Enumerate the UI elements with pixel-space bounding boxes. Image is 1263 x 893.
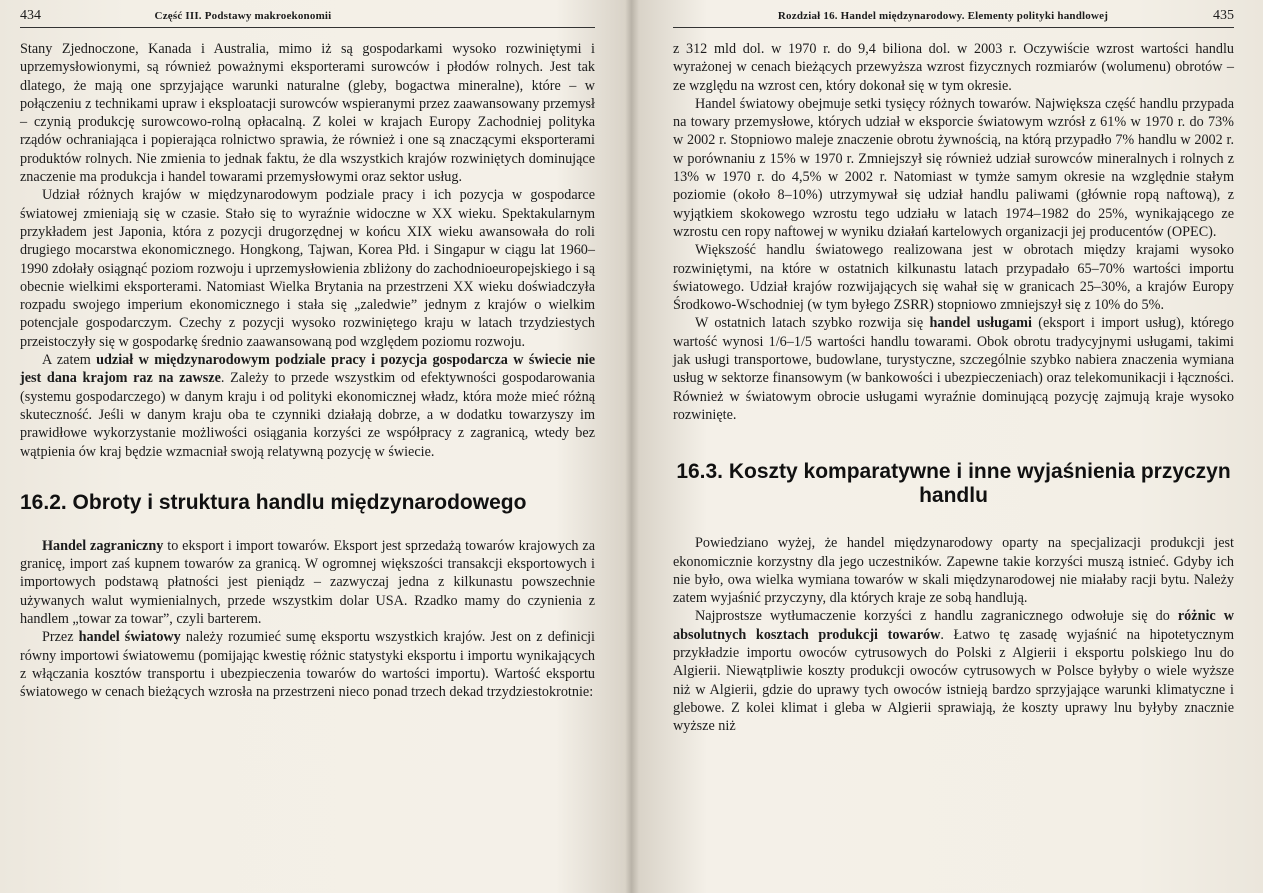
paragraph: W ostatnich latach szybko rozwija się handel usługami (eksport i import usług), którego wartość wynosi 1/6–1/5 wartości handlu towarami. Obok obrotu tradycyjnymi usługami, takimi jak usługi transportowe, budowlane, turystyczne, szczególnie szybko nabiera znaczenia wymiana usług w sektorze finansowym (w bankowości i ubezpieczeniach) oraz telekomunikacji i łączności. Również w światowym obrocie usługami wyraźnie dominującą pozycję zajmują kraje wysoko rozwinięte. [673, 315, 1234, 423]
paragraph: Stany Zjednoczone, Kanada i Australia, mimo iż są gospodarkami wysoko rozwiniętymi i uprzemysłowionymi, są również poważnymi eksporterami surowców i płodów rolnych. Jest tak dlatego, że mają one sprzyjające warunki naturalne (gleby, bogactwa mineralne), które – w połączeniu z technikami upraw i eksploatacji surowców wspieranymi przez zaawansowany przemysł – czynią produkcję surowcowo-rolną opłacalną. Z kolei w krajach Europy Zachodniej polityka rządów ochraniająca i popierająca rolnictwo sprawia, że również i one są znaczącymi eksporterami produktów rolnych. Nie zmienia to jednak faktu, że dla wszystkich krajów rozwiniętych dominujące znaczenie ma produkcja i handel towarami przemysłowymi oraz sektor usług. [20, 41, 595, 186]
left-page-number: 434 [20, 8, 41, 23]
paragraph: Przez handel światowy należy rozumieć sumę eksportu wszystkich krajów. Jest on z definicji równy importowi światowemu (pomijając kwestię różnic statystyki eksportu i importu wynikających z włączania kosztów transportu i ubezpieczenia towarów do wartości importu). Wartość eksportu światowego w cenach bieżących wzrosła na przestrzeni nieco ponad trzech dekad trzydziestokrotnie: [20, 629, 595, 701]
paragraph: z 312 mld dol. w 1970 r. do 9,4 biliona dol. w 2003 r. Oczywiście wzrost wartości handlu wyrażonej w cenach bieżących przewyższa wzrost fizycznych rozmiarów (wolumenu) obrotów – ze względu na wzrost cen, który dokonał się w tym okresie. [673, 41, 1234, 94]
left-page-body [20, 40, 595, 702]
right-page [631, 0, 1262, 893]
bold-term: handel usługami [929, 315, 1032, 332]
right-page-body [673, 40, 1234, 736]
paragraph: Handel zagraniczny to eksport i import towarów. Eksport jest sprzedażą towarów krajowych za granicę, import zaś kupnem towarów za granicą. W ogromnej większości transakcji eksportowych i importowych podstawą płatności jest pieniądz – zazwyczaj jedna z kilkunastu powszechnie używanych walut wymienialnych, przede wszystkim dolar USA. Rzadko mamy do czynienia z handlem „towar za towar”, czyli barterem. [20, 537, 595, 628]
left-page [0, 0, 631, 893]
section-heading-16-3: 16.3. Koszty komparatywne i inne wyjaśnienia przyczyn handlu [676, 460, 1231, 508]
paragraph: A zatem udział w międzynarodowym podziale pracy i pozycja gospodarcza w świecie nie jest dana krajom raz na zawsze. Zależy to przede wszystkim od efektywności gospodarowania (systemu gospodarczego) w danym kraju i od polityki ekonomicznej władz, która może mieć różną skuteczność. Jeśli w danym kraju oba te czynniki działają dobrze, a w dodatku towarzyszy im prawidłowe wykorzystanie możliwości osiągania korzyści ze współpracy z zagranicą, wtedy bez wątpienia ów kraj będzie wzmacniał swoją relatywną pozycję w świecie. [20, 352, 596, 460]
right-page-number: 435 [1212, 8, 1234, 23]
paragraph: Większość handlu światowego realizowana jest w obrotach między krajami wysoko rozwiniętymi, na które w ostatnich kilkunastu latach przypadało 65–70% wartości importu światowego. Udział krajów rozwijających się wahał się w granicach 25–30%, a krajów Europy Środkowo-Wschodniej (w tym byłego ZSRR) stopniowo zmniejszył się z 10% do 5%. [673, 242, 1234, 314]
paragraph: Najprostsze wytłumaczenie korzyści z handlu zagranicznego odwołuje się do różnic w absolutnych kosztach produkcji towarów. Łatwo tę zasadę wyjaśnić na hipotetycznym przykładzie importu owoców cytrusowych do Polski z Algierii i eksportu polskiego lnu do Algierii. Niewątpliwie koszty produkcji owoców cytrusowych w Polsce byłyby o wiele wyższe niż w Algierii, gdzie do uprawy tych owoców istnieją bardzo sprzyjające warunki klimatyczne i glebowe. Z kolei klimat i gleba w Algierii sprawiają, że koszty uprawy lnu byłyby znacznie wyższe niż [673, 608, 1234, 735]
paragraph: Handel światowy obejmuje setki tysięcy różnych towarów. Największa część handlu przypada na towary przemysłowe, których udział w eksporcie światowym wzrósł z 61% w 1970 r. do 73% w 2002 r. Stopniowo maleje znaczenie obrotu żywnością, na którą przypadło 7% handlu w 2002 r. w porównaniu z 15% w 1970 r. Zmniejszył się również udział surowców mineralnych i rolnych z 13% w 1970 r. do 4,5% w 2002 r. Natomiast w tymże samym okresie na względnie stałym poziomie (około 8–10%) utrzymywał się udział handlu paliwami (głównie ropą naftową), z wyjątkiem skokowego wzrostu tego udziału w latach 1974–1982 do 25%, wynikającego ze wzrostu cen ropy naftowej w wyniku działań kartelowych organizacji jej producentów (OPEC). [673, 95, 1234, 240]
left-running-head [20, 8, 595, 28]
section-heading-16-2: 16.2. Obroty i struktura handlu międzynarodowego [20, 490, 527, 514]
right-running-head-title: Rozdział 16. Handel międzynarodowy. Elementy polityki handlowej [777, 10, 1109, 22]
right-running-head [673, 8, 1234, 28]
paragraph: Powiedziano wyżej, że handel międzynarodowy oparty na specjalizacji produkcji jest ekonomicznie korzystny dla jego uczestników. Zapewne takie korzyści muszą istnieć. Gdyby ich nie było, owa wielka wymiana towarów w skali międzynarodowej nie miałaby racji bytu. Należy zatem wyjaśnić przyczyny, dla których kraje ze sobą handlują. [673, 535, 1234, 607]
bold-phrase: udział w międzynarodowym podziale pracy i pozycja gospodarcza w świecie nie jest dana krajom raz na zawsze [20, 352, 595, 387]
bold-phrase: różnic w absolutnych kosztach produkcji towarów [673, 608, 1234, 643]
left-running-head-title: Część III. Podstawy makroekonomii [154, 10, 332, 22]
bold-term: Handel zagraniczny [42, 537, 164, 554]
paragraph: Udział różnych krajów w międzynarodowym podziale pracy i ich pozycja w gospodarce światowej zmieniają się w czasie. Stało się to wyraźnie widoczne w XX wieku. Spektakularnym przykładem jest Japonia, która z pozycji drugorzędnej w końcu XIX wieku awansowała do roli drugiego mocarstwa ekonomicznego. Hongkong, Tajwan, Korea Płd. i Singapur w ciągu lat 1960–1990 zdołały osiągnąć poziom rozwoju i uprzemysłowienia zbliżony do zachodnioeuropejskiego i są obecnie wielkimi eksporterami. Natomiast Wielka Brytania na przestrzeni XX wieku doświadczyła rozpadu swojego imperium ekonomicznego i stała się „zaledwie” jednym z krajów o wielkim potencjale gospodarczym. Czechy z pozycji wysoko rozwiniętego kraju w latach trzydziestych przeistoczyły się w gospodarkę średnio zaawansowaną pod względem poziomu rozwoju. [20, 187, 595, 350]
bold-term: handel światowy [78, 629, 181, 646]
